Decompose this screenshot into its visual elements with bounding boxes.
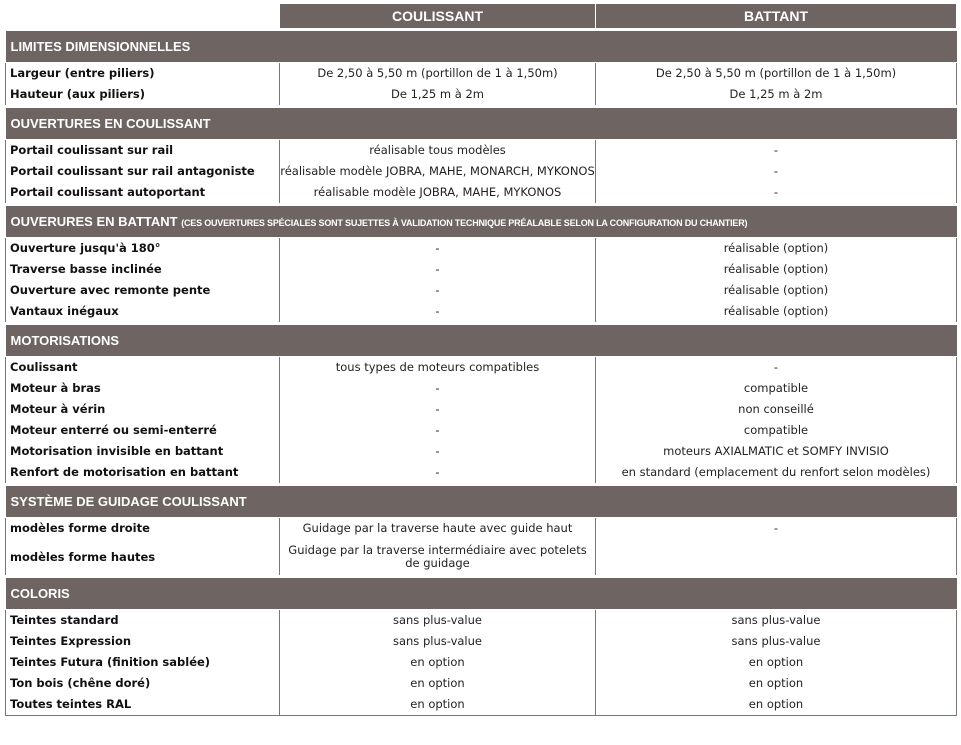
table-row <box>6 673 957 694</box>
battant-value: réalisable (option) <box>596 238 957 260</box>
table-row <box>6 84 957 107</box>
row-label: Vantaux inégaux <box>6 301 280 324</box>
section-title-cell <box>6 205 957 238</box>
column-header-coulissant: COULISSANT <box>280 4 596 30</box>
coulissant-value: réalisable modèle JOBRA, MAHE, MONARCH, MYKONOS <box>280 161 596 182</box>
section-note: (CES OUVERTURES SPÉCIALES SONT SUJETTES À VALIDATION TECHNIQUE PRÉALABLE SELON LA CONFIGURATION DU CHANTIER) <box>181 218 748 228</box>
coulissant-value: en option <box>280 652 596 673</box>
row-label: Portail coulissant autoportant <box>6 182 280 205</box>
section-title: LIMITES DIMENSIONNELLES <box>10 39 191 54</box>
row-label: Renfort de motorisation en battant <box>6 462 280 485</box>
battant-value: en standard (emplacement du renfort selon modèles) <box>596 462 957 485</box>
battant-value <box>596 539 957 577</box>
row-label: Ouverture avec remonte pente <box>6 280 280 301</box>
battant-value: - <box>596 518 957 540</box>
column-header-battant: BATTANT <box>596 4 957 30</box>
table-row <box>6 462 957 485</box>
section-title: MOTORISATIONS <box>10 333 120 348</box>
row-label: Ouverture jusqu'à 180° <box>6 238 280 260</box>
table-row <box>6 301 957 324</box>
coulissant-value: Guidage par la traverse intermédiaire avec potelets de guidage <box>280 539 596 577</box>
table-row <box>6 420 957 441</box>
row-label: Motorisation invisible en battant <box>6 441 280 462</box>
table-row <box>6 238 957 260</box>
coulissant-value: - <box>280 238 596 260</box>
comparison-table-container <box>5 3 956 716</box>
coulissant-value: tous types de moteurs compatibles <box>280 357 596 379</box>
row-label: Portail coulissant sur rail antagoniste <box>6 161 280 182</box>
battant-value: moteurs AXIALMATIC et SOMFY INVISIO <box>596 441 957 462</box>
table-row <box>6 182 957 205</box>
coulissant-value: sans plus-value <box>280 610 596 632</box>
table-body <box>6 30 957 716</box>
coulissant-value: réalisable tous modèles <box>280 140 596 162</box>
coulissant-value: réalisable modèle JOBRA, MAHE, MYKONOS <box>280 182 596 205</box>
section-header <box>6 324 957 357</box>
section-title: OUVERURES EN BATTANT <box>10 214 178 229</box>
table-row <box>6 518 957 540</box>
table-row <box>6 357 957 379</box>
battant-value: réalisable (option) <box>596 280 957 301</box>
coulissant-value: - <box>280 399 596 420</box>
row-label: Teintes standard <box>6 610 280 632</box>
table-row <box>6 652 957 673</box>
battant-value: non conseillé <box>596 399 957 420</box>
row-label: Largeur (entre piliers) <box>6 63 280 85</box>
section-title-cell <box>6 30 957 63</box>
section-header <box>6 485 957 518</box>
battant-value: réalisable (option) <box>596 259 957 280</box>
battant-value: sans plus-value <box>596 610 957 632</box>
row-label: Hauteur (aux piliers) <box>6 84 280 107</box>
section-title-cell <box>6 485 957 518</box>
coulissant-value: en option <box>280 673 596 694</box>
battant-value: sans plus-value <box>596 631 957 652</box>
table-row <box>6 399 957 420</box>
section-title-cell <box>6 577 957 610</box>
table-row <box>6 610 957 632</box>
column-header-row <box>6 4 957 30</box>
row-label: modèles forme hautes <box>6 539 280 577</box>
section-title: SYSTÈME DE GUIDAGE COULISSANT <box>10 494 247 509</box>
table-row <box>6 280 957 301</box>
battant-value: en option <box>596 673 957 694</box>
row-label: Moteur à vérin <box>6 399 280 420</box>
comparison-table <box>5 3 957 716</box>
section-title: OUVERTURES EN COULISSANT <box>10 116 211 131</box>
row-label: Traverse basse inclinée <box>6 259 280 280</box>
section-header <box>6 30 957 63</box>
coulissant-value: De 2,50 à 5,50 m (portillon de 1 à 1,50m) <box>280 63 596 85</box>
row-label: Ton bois (chêne doré) <box>6 673 280 694</box>
battant-value: - <box>596 140 957 162</box>
table-row <box>6 259 957 280</box>
coulissant-value: - <box>280 420 596 441</box>
section-title: COLORIS <box>10 586 70 601</box>
row-label: Coulissant <box>6 357 280 379</box>
coulissant-value: en option <box>280 694 596 716</box>
row-label: Toutes teintes RAL <box>6 694 280 716</box>
coulissant-value: - <box>280 280 596 301</box>
table-row <box>6 631 957 652</box>
row-label: Teintes Expression <box>6 631 280 652</box>
row-label: Portail coulissant sur rail <box>6 140 280 162</box>
coulissant-value: - <box>280 378 596 399</box>
battant-value: De 2,50 à 5,50 m (portillon de 1 à 1,50m) <box>596 63 957 85</box>
section-header <box>6 577 957 610</box>
battant-value: réalisable (option) <box>596 301 957 324</box>
table-row <box>6 140 957 162</box>
section-title-cell <box>6 107 957 140</box>
coulissant-value: - <box>280 441 596 462</box>
table-row <box>6 63 957 85</box>
table-row <box>6 441 957 462</box>
row-label: modèles forme droite <box>6 518 280 540</box>
coulissant-value: - <box>280 259 596 280</box>
row-label: Teintes Futura (finition sablée) <box>6 652 280 673</box>
battant-value: - <box>596 161 957 182</box>
table-row <box>6 161 957 182</box>
battant-value: en option <box>596 694 957 716</box>
coulissant-value: sans plus-value <box>280 631 596 652</box>
section-header <box>6 107 957 140</box>
section-title-cell <box>6 324 957 357</box>
coulissant-value: - <box>280 301 596 324</box>
row-label: Moteur enterré ou semi-enterré <box>6 420 280 441</box>
section-header <box>6 205 957 238</box>
coulissant-value: De 1,25 m à 2m <box>280 84 596 107</box>
battant-value: compatible <box>596 420 957 441</box>
battant-value: en option <box>596 652 957 673</box>
coulissant-value: - <box>280 462 596 485</box>
table-row <box>6 694 957 716</box>
corner-cell <box>6 4 280 30</box>
row-label: Moteur à bras <box>6 378 280 399</box>
table-row <box>6 378 957 399</box>
table-row <box>6 539 957 577</box>
coulissant-value: Guidage par la traverse haute avec guide haut <box>280 518 596 540</box>
battant-value: De 1,25 m à 2m <box>596 84 957 107</box>
battant-value: - <box>596 357 957 379</box>
battant-value: - <box>596 182 957 205</box>
battant-value: compatible <box>596 378 957 399</box>
